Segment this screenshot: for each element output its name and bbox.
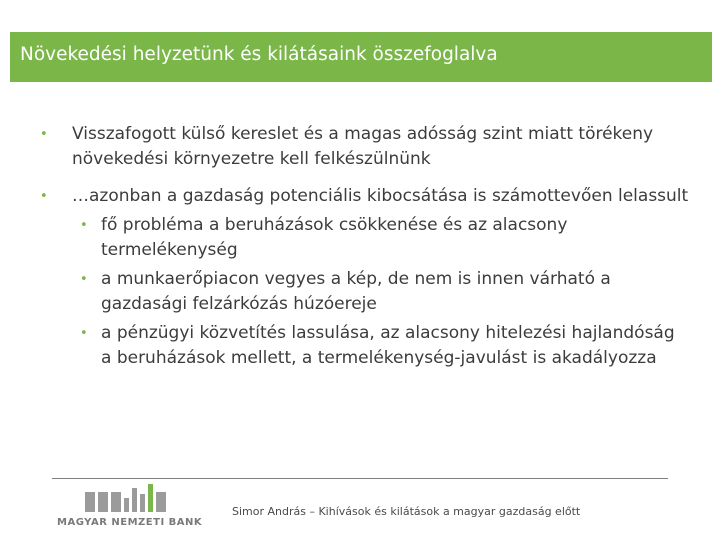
footer-divider	[52, 478, 668, 479]
bullet-item-1	[40, 122, 690, 172]
slide-title: Növekedési helyzetünk és kilátásaink összefoglalva	[20, 44, 498, 65]
sub-bullet-item-1	[40, 213, 690, 263]
bullet-text: Visszafogott külső kereslet és a magas adósság szint miatt törékeny növekedési környezetre kell felkészülnünk	[72, 124, 654, 169]
bullet-dot-icon: •	[40, 127, 48, 142]
sub-bullet-item-2	[40, 267, 690, 317]
sub-bullet-text: fő probléma a beruházások csökkenése és az alacsony termelékenység	[101, 215, 568, 260]
bullet-dot-icon: •	[80, 326, 88, 341]
bullet-text: …azonban a gazdaság potenciális kibocsátása is számottevően lelassult	[72, 186, 689, 206]
title-bar	[10, 32, 712, 82]
mnb-logo-bars-icon	[55, 484, 205, 514]
footer-caption: Simor András – Kihívások és kilátások a magyar gazdaság előtt	[232, 505, 581, 518]
mnb-logo-text: MAGYAR NEMZETI BANK	[57, 517, 203, 528]
bullet-dot-icon: •	[80, 272, 88, 287]
sub-bullet-text: a munkaerőpiacon vegyes a kép, de nem is innen várható a gazdasági felzárkózás húzóereje	[101, 269, 611, 314]
bullet-list	[40, 122, 690, 375]
mnb-logo	[55, 484, 205, 532]
bullet-dot-icon: •	[40, 189, 48, 204]
bullet-item-2	[40, 184, 690, 209]
sub-bullet-text: a pénzügyi közvetítés lassulása, az alacsony hitelezési hajlandóság a beruházások mellett, a termelékenység-javulást is akadályozza	[101, 323, 675, 368]
bullet-dot-icon: •	[80, 218, 88, 233]
sub-bullet-item-3	[40, 321, 690, 371]
